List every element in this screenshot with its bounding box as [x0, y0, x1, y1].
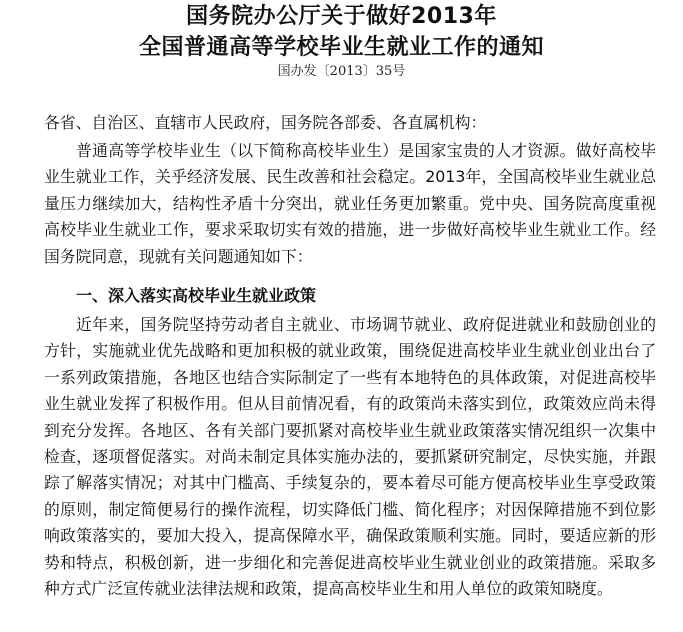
intro-paragraph: 普通高等学校毕业生（以下简称高校毕业生）是国家宝贵的人才资源。做好高校毕业生就业工作，关乎经济发展、民生改善和社会稳定。2013年，全国高校毕业生就业总量压力继续加大，结构性矛盾十分突出，就业任务更加繁重。党中央、国务院高度重视高校毕业生就业工作，要求采取切实有效的措施，进一步做好高校毕业生就业工作。经国务院同意，现就有关问题通知如下： — [44, 141, 656, 266]
document-title-line-1: 国务院办公厅关于做好2013年 — [186, 4, 497, 29]
document-number: 国办发〔2013〕35号 — [277, 64, 406, 79]
document-title-line-2: 全国普通高等学校毕业生就业工作的通知 — [138, 35, 544, 60]
section-1-heading: 一、深入落实高校毕业生就业政策 — [76, 286, 317, 305]
addressee-line: 各省、自治区、直辖市人民政府，国务院各部委、各直属机构： — [44, 113, 487, 132]
section-1-paragraph: 近年来，国务院坚持劳动者自主就业、市场调节就业、政府促进就业和鼓励创业的方针，实施就业优先战略和更加积极的就业政策，围绕促进高校毕业生就业创业出台了一系列政策措施，各地区也结合实际制定了一些有本地特色的具体政策，对促进高校毕业生就业发挥了积极作用。但从目前情况看，有的政策尚未落实到位，政策效应尚未得到充分发挥。各地区、各有关部门要抓紧对高校毕业生就业政策落实情况组织一次集中检查，逐项督促落实。对尚未制定具体实施办法的，要抓紧研究制定，尽快实施，并跟踪了解落实情况；对其中门槛高、手续复杂的，要本着尽可能方便高校毕业生享受政策的原则，制定简便易行的操作流程，切实降低门槛、简化程序；对因保障措施不到位影响政策落实的，要加大投入，提高保障水平，确保政策顺利实施。同时，要适应新的形势和特点，积极创新，进一步细化和完善促进高校毕业生就业创业的政策措施。采取多种方式广泛宣传就业法律法规和政策，提高高校毕业生和用人单位的政策知晓度。 — [44, 315, 656, 599]
